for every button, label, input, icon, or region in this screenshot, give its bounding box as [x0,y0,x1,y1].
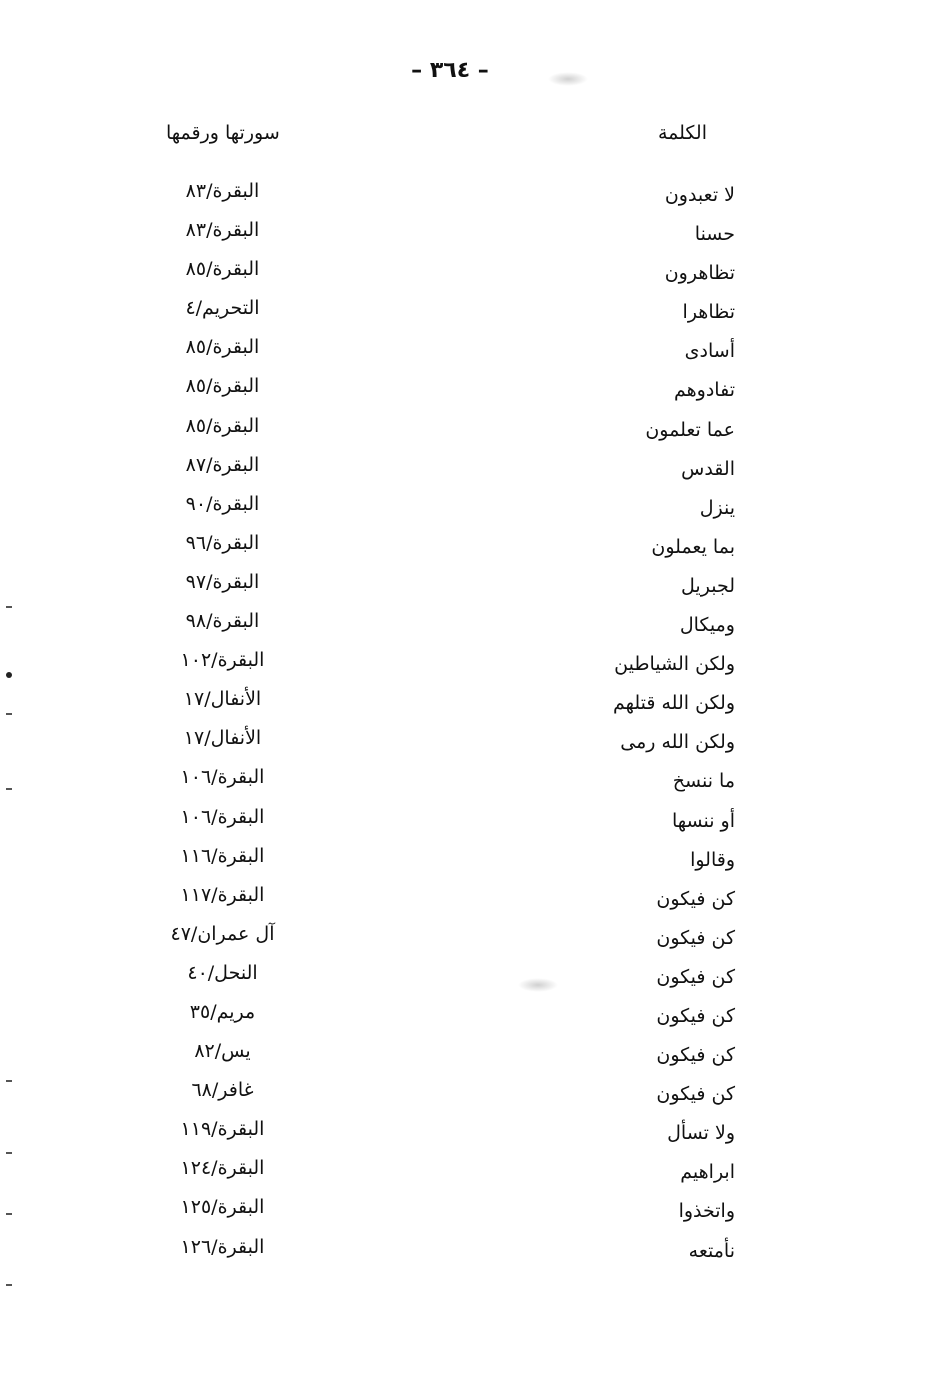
word-cell: تفادوهم [674,379,735,402]
table-row [0,649,937,692]
table-row [0,610,937,653]
reference-cell: الأنفال/١٧ [183,688,262,711]
table-row [0,1000,937,1044]
page-number: – ٣٦٤ – [411,58,489,83]
word-cell: القدس [681,457,735,480]
word-cell: ما ننسخ [672,770,735,793]
word-list [0,180,937,1279]
word-cell: ولكن الشياطين [614,653,735,676]
word-cell: ابراهيم [680,1161,735,1184]
table-row [0,805,937,849]
reference-column-header: سورتها ورقمها [166,122,280,144]
table-row [0,180,937,223]
table-row [0,531,937,575]
table-row [0,570,937,614]
word-cell: كن فيكون [656,1044,735,1067]
reference-cell: يس/٨٢ [194,1040,251,1063]
table-row [0,844,937,888]
reference-cell: البقرة/٨٧ [185,453,260,476]
reference-cell: البقرة/١١٦ [180,844,265,867]
reference-cell: البقرة/٨٥ [185,375,260,398]
table-row [0,1157,937,1200]
table-row [0,1235,937,1279]
word-cell: ولكن الله قتلهم [612,692,735,715]
reference-cell: النحل/٤٠ [187,961,258,984]
scan-smudge [518,978,558,992]
word-cell: أو ننسها [671,809,735,832]
reference-cell: الأنفال/١٧ [183,727,262,750]
word-cell: وقالوا [690,848,735,871]
reference-cell: البقرة/٨٥ [185,336,260,359]
word-column-header: الكلمة [657,122,707,144]
reference-cell: البقرة/١١٩ [180,1118,265,1141]
table-row [0,922,937,966]
table-row [0,414,937,458]
table-row [0,453,937,497]
table-row [0,1040,937,1083]
reference-cell: آل عمران/٤٧ [170,922,275,945]
table-header [0,122,937,152]
word-cell: كن فيكون [656,1083,735,1106]
word-cell: لجبريل [681,574,735,597]
reference-cell: البقرة/١١٧ [180,883,265,906]
reference-cell: البقرة/٩٦ [185,531,260,554]
reference-cell: مريم/٣٥ [189,1000,256,1023]
reference-cell: البقرة/٨٥ [185,258,260,281]
scan-smudge [548,72,588,86]
word-cell: وميكال [679,614,735,637]
word-cell: تظاهرون [664,262,735,285]
reference-cell: البقرة/٨٣ [185,180,260,202]
scan-artifact [6,672,12,678]
scan-artifact [6,606,12,608]
table-row [0,219,937,262]
table-row [0,1079,937,1122]
table-row [0,727,937,770]
word-cell: نأمتعه [688,1239,735,1262]
scan-artifact [6,713,12,715]
word-cell: تظاهرا [682,301,735,324]
word-cell: كن فيكون [656,965,735,988]
reference-cell: التحريم/٤ [185,297,260,320]
reference-cell: البقرة/١٠٦ [180,766,265,789]
table-row [0,961,937,1005]
scan-artifact [6,1152,12,1154]
word-cell: عما تعلمون [645,418,735,441]
reference-cell: البقرة/٨٥ [185,414,260,437]
reference-cell: البقرة/٨٣ [185,219,260,242]
table-row [0,688,937,731]
table-row [0,258,937,301]
table-row [0,1118,937,1161]
word-cell: كن فيكون [656,1004,735,1027]
table-row [0,375,937,418]
table-row [0,1196,937,1239]
word-cell: حسنا [694,223,735,246]
word-cell: ولكن الله رمى [620,731,735,754]
word-cell: واتخذوا [678,1200,735,1223]
reference-cell: البقرة/١٠٢ [180,649,265,672]
word-cell: ينزل [699,496,735,519]
reference-cell: البقرة/٩٨ [185,610,260,633]
table-row [0,766,937,809]
reference-cell: غافر/٦٨ [191,1079,254,1102]
word-cell: ولا تسأل [667,1122,735,1145]
word-cell: بما يعملون [651,535,735,558]
reference-cell: البقرة/٩٠ [185,492,260,515]
scan-artifact [6,1213,12,1215]
word-cell: كن فيكون [656,926,735,949]
reference-cell: البقرة/٩٧ [185,570,260,593]
word-cell: لا تعبدون [664,184,735,206]
scan-artifact [6,788,12,790]
word-cell: كن فيكون [656,887,735,910]
reference-cell: البقرة/١٢٥ [180,1196,265,1219]
reference-cell: البقرة/١٠٦ [180,805,265,828]
table-row [0,883,937,927]
reference-cell: البقرة/١٢٤ [180,1157,265,1180]
word-cell: أسادى [684,340,735,363]
scan-artifact [6,1080,12,1082]
reference-cell: البقرة/١٢٦ [180,1235,265,1258]
table-row [0,336,937,379]
scan-artifact [6,1284,12,1286]
table-row [0,297,937,340]
table-row [0,492,937,536]
